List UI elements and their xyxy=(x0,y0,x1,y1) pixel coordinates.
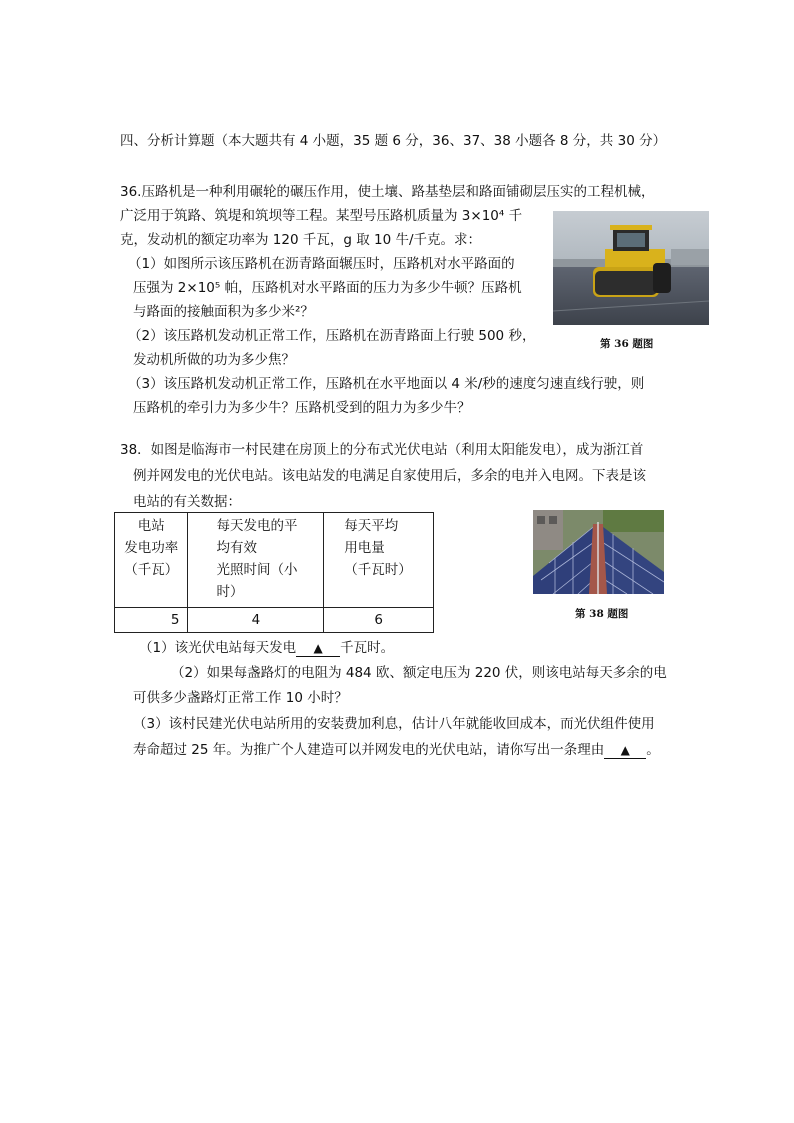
value-sunlight: 4 xyxy=(188,608,324,633)
table-header-cell xyxy=(188,513,324,608)
header-sunlight: 每天发电的平 均有效 光照时间（小 时） xyxy=(216,518,298,600)
q38-sub3-suffix: 。 xyxy=(646,742,660,758)
q38-line: 电站的有关数据： xyxy=(133,494,241,510)
q36-line: （1）如图所示该压路机在沥青路面辗压时，压路机对水平路面的 xyxy=(128,256,515,272)
q38-sub2-line: （2）如果每盏路灯的电阻为 484 欧、额定电压为 220 伏，则该电站每天多余的电 xyxy=(171,665,667,681)
header-usage: 每天平均 用电量 （千瓦时） xyxy=(344,518,412,578)
section-title: 四、分析计算题（本大题共有 4 小题，35 题 6 分，36、37、38 小题各 8 分，共 30 分） xyxy=(120,133,667,149)
q38-sub2-line: 可供多少盏路灯正常工作 10 小时？ xyxy=(133,690,348,706)
answer-blank[interactable] xyxy=(604,742,646,759)
q38-line: 38．如图是临海市一村民建在房顶上的分布式光伏电站（利用太阳能发电），成为浙江首 xyxy=(120,442,644,458)
q36-line: （2）该压路机发动机正常工作，压路机在沥青路面上行驶 500 秒， xyxy=(128,328,536,344)
q38-sub3-prefix: 寿命超过 25 年。为推广个人建造可以并网发电的光伏电站，请你写出一条理由 xyxy=(133,742,605,758)
table-header-cell xyxy=(115,513,188,608)
q38-sub1 xyxy=(139,638,394,658)
q38-sub3-line: （3）该村民建光伏电站所用的安装费加利息，估计八年就能收回成本，而光伏组件使用 xyxy=(133,716,655,732)
data-table xyxy=(114,512,434,633)
table-row xyxy=(115,608,434,633)
answer-blank[interactable] xyxy=(296,640,340,657)
q38-sub1-suffix: 千瓦时。 xyxy=(340,640,395,656)
header-power: 电站 发电功率 （千瓦） xyxy=(124,518,179,578)
q36-line: 与路面的接触面积为多少米²？ xyxy=(133,304,314,320)
q36-line: 广泛用于筑路、筑堤和筑坝等工程。某型号压路机质量为 3×10⁴ 千 xyxy=(120,208,523,224)
q38-sub3 xyxy=(133,740,660,760)
q36-line: 克，发动机的额定功率为 120 千瓦，g 取 10 牛/千克。求： xyxy=(120,232,482,248)
road-roller-photo xyxy=(553,211,709,325)
q36-line: 发动机所做的功为多少焦？ xyxy=(133,352,295,368)
solar-roof-photo xyxy=(533,510,664,594)
answer-triangle-icon: ▲ xyxy=(313,641,323,655)
q36-line: 压强为 2×10⁵ 帕，压路机对水平路面的压力为多少牛顿？压路机 xyxy=(133,280,522,296)
q36-line: 压路机的牵引力为多少牛？压路机受到的阻力为多少牛？ xyxy=(133,400,471,416)
value-usage: 6 xyxy=(324,608,434,633)
q38-line: 例并网发电的光伏电站。该电站发的电满足自家使用后，多余的电并入电网。下表是该 xyxy=(133,468,646,484)
q36-line: （3）该压路机发动机正常工作，压路机在水平地面以 4 米/秒的速度匀速直线行驶，则 xyxy=(128,376,645,392)
figure-caption-38: 第 38 题图 xyxy=(575,608,629,620)
q38-sub1-prefix: （1）该光伏电站每天发电 xyxy=(139,640,297,656)
table-header-row xyxy=(115,513,434,608)
figure-caption-36: 第 36 题图 xyxy=(600,338,654,350)
value-power: 5 xyxy=(115,608,188,633)
answer-triangle-icon: ▲ xyxy=(620,743,630,757)
q36-line: 36.压路机是一种利用碾轮的碾压作用，使土壤、路基垫层和路面铺砌层压实的工程机械， xyxy=(120,184,655,200)
table-header-cell xyxy=(324,513,434,608)
